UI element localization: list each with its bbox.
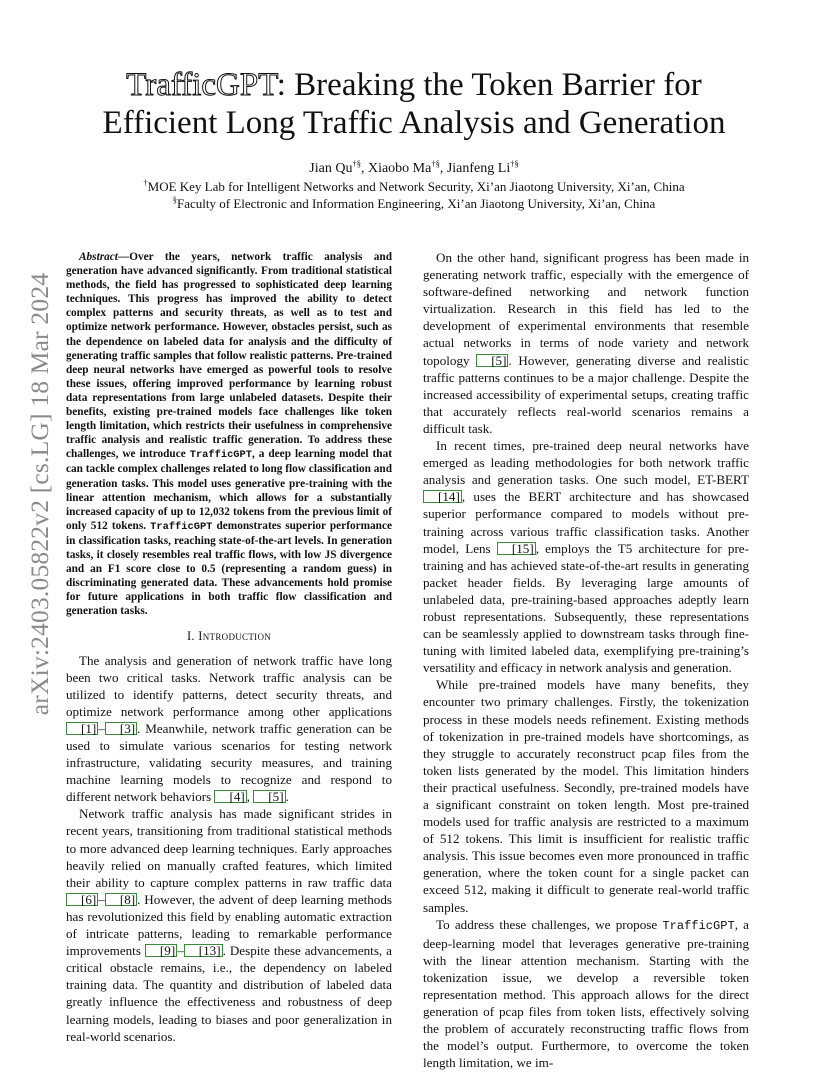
citation-link[interactable]: [4] bbox=[214, 790, 246, 803]
author-list: Jian Qu†§, Xiaobo Ma†§, Jianfeng Li†§ bbox=[309, 158, 519, 176]
citation-link[interactable]: [5] bbox=[253, 790, 285, 803]
affiliation-text: MOE Key Lab for Intelligent Networks and Network Security, Xi’an Jiaotong University, Xi’an, China bbox=[147, 179, 685, 194]
abstract-lead: Abstract bbox=[79, 251, 118, 263]
author-marks: †§ bbox=[431, 158, 440, 169]
title-model-name: TrafficGPT bbox=[126, 67, 277, 103]
model-name: TrafficGPT bbox=[662, 918, 735, 933]
citation-link[interactable]: [5] bbox=[476, 354, 508, 367]
intro-paragraph: In recent times, pre-trained deep neural networks have emerged as leading methodologies for both network traffic analysis and generation tasks. One such model, ET-BERT [14] , uses the BERT architecture and has showcased superior performance compared to models without pre-training across various traffic classification tasks. Another model, Lens [15] , employs the T5 architecture for pre-training and has achieved state-of-the-art results in generating packet header fields. By leveraging large amounts of unlabeled data, pre-training-based approaches adeptly learn robust representations. Subsequently, these representations can be seamlessly applied to downstream tasks through fine-tuning with limited labeled data, exemplifying pre-training’s versatility and efficacy in network analysis and generation. bbox=[423, 438, 749, 676]
intro-paragraph: Network traffic analysis has made significant strides in recent years, transitioning from traditional statistical methods to more advanced deep learning techniques. Early approaches heavily relied on manually crafted features, which limited their ability to capture complex patterns in raw traffic data [6] – [8] . However, the advent of deep learning methods has revolutionized this field by enabling automatic extraction of intricate patterns, leading to remarkable performance improvements [9] – [13] . Despite these advancements, a critical obstacle remains, i.e., the dependency on labeled training data. The quantity and distribution of labeled data greatly influence the effectiveness and robustness of deep learning models, leading to biases and poor generalization in real-world scenarios. bbox=[66, 806, 392, 1044]
intro-paragraph: On the other hand, significant progress has been made in generating network traffic, especially with the emergence of software-defined networking and network function virtualization. Research in this field has led to the development of experimental environments that resemble actual networks in terms of node variety and network topology [5] . However, generating diverse and realistic traffic patterns continues to be a major challenge. Despite the increased accessibility of experimental setups, creating traffic that accurately reflects real-world scenarios remains a difficult task. bbox=[423, 250, 749, 436]
title-line1: : Breaking the Token Barrier for bbox=[276, 67, 702, 103]
affiliation-1 bbox=[60, 178, 768, 195]
left-column bbox=[66, 250, 392, 1045]
arxiv-sidebar bbox=[22, 272, 58, 716]
citation-link[interactable]: [1] bbox=[66, 722, 98, 735]
arxiv-id: arXiv:2403.05822v2 [cs.LG] 18 Mar 2024 bbox=[25, 272, 54, 716]
citation-link[interactable]: [3] bbox=[105, 722, 137, 735]
paper-title bbox=[60, 66, 768, 142]
citation-link[interactable]: [6] bbox=[66, 893, 98, 906]
author-marks: †§ bbox=[352, 158, 361, 169]
author-name: Xiaobo Ma bbox=[367, 161, 432, 176]
author-marks: †§ bbox=[510, 158, 519, 169]
abstract: Abstract—Over the years, network traffic analysis and generation have advanced significantly. From traditional statistical methods, the field has progressed to sophisticated deep learning techniques. This progress has improved the ability to detect complex patterns and security threats, as well as to test and optimize network performance. However, obstacles persist, such as the dependence on labeled data for analysis and the difficulty of generating traffic samples that follow realistic patterns. Pre-trained deep neural networks have emerged as powerful tools to resolve these issues, offering improved performance by learning robust data representations from large unlabeled datasets. Despite their benefits, existing pre-trained models face challenges like token length limitation, which restricts their usefulness in comprehensive traffic analysis and realistic traffic generation. To address these challenges, we introduce TrafficGPT, a deep learning model that can tackle complex challenges related to long flow classification and generation tasks. This model uses generative pre-training with the linear attention mechanism, which allows for a substantially increased capacity of up to 12,032 tokens from the previous limit of only 512 tokens. TrafficGPT demonstrates superior performance in classification tasks, reaching state-of-the-art levels. In generation tasks, it closely resembles real traffic flows, with low JS divergence and an F1 score close to 0.5 (representing a random guess) in discriminating generated data. These advancements hold promise for future applications in both traffic flow classification and generation tasks. bbox=[66, 251, 392, 618]
right-column bbox=[423, 249, 749, 1072]
affiliation-text: Faculty of Electronic and Information Engineering, Xi’an Jiaotong University, Xi’an, China bbox=[177, 196, 656, 211]
model-name: TrafficGPT bbox=[150, 520, 213, 533]
intro-paragraph: While pre-trained models have many benefits, they encounter two primary challenges. Firstly, the tokenization process in these models needs refinement. Existing methods of tokenization in pre-trained models have shortcomings, as they struggle to accurately reconstruct pcap files from the token lists generated by the model. This limitation hinders their practical usefulness. Secondly, pre-trained models have a significant constraint on token length. Most pre-trained models used for traffic analysis are restricted to a maximum of 512 tokens. This limit is insufficient for realistic traffic analysis. This issue becomes even more pronounced in traffic generation, where the token count for a single packet can exceed 512, making it difficult to generate real-world traffic samples. bbox=[423, 677, 749, 915]
citation-link[interactable]: [15] bbox=[497, 542, 536, 555]
title-line2: Efficient Long Traffic Analysis and Generation bbox=[102, 105, 726, 141]
author-name: Jianfeng Li bbox=[446, 161, 511, 176]
citation-link[interactable]: [8] bbox=[105, 893, 137, 906]
section-heading-introduction: I. Introduction bbox=[186, 629, 272, 644]
author-name: Jian Qu bbox=[309, 161, 353, 176]
affiliation-2 bbox=[60, 195, 768, 212]
intro-paragraph: To address these challenges, we propose TrafficGPT, a deep-learning model that leverages generative pre-training with the linear attention mechanism. Starting with the tokenization issue, we develop a reversible token representation method. This approach allows for the direct generation of pcap files from token lists, effectively solving the problem of accurately reconstructing traffic flows from the model’s output. Furthermore, to overcome the token length limitation, we im- bbox=[423, 916, 749, 1071]
intro-paragraph: The analysis and generation of network traffic have long been two critical tasks. Network traffic analysis can be utilized to identify patterns, detect security threats, and optimize network performance among other applications [1] – [3] . Meanwhile, network traffic generation can be used to simulate various scenarios for testing network infrastructure, validating security measures, and training machine learning models to recognize and respond to different network behaviors [4] , [5] . bbox=[66, 652, 392, 805]
affiliation-mark: § bbox=[172, 194, 177, 205]
citation-link[interactable]: [14] bbox=[423, 490, 462, 503]
citation-link[interactable]: [9] bbox=[145, 944, 177, 957]
affiliation-mark: † bbox=[143, 177, 148, 188]
citation-link[interactable]: [13] bbox=[184, 944, 223, 957]
model-name: TrafficGPT bbox=[189, 449, 252, 462]
